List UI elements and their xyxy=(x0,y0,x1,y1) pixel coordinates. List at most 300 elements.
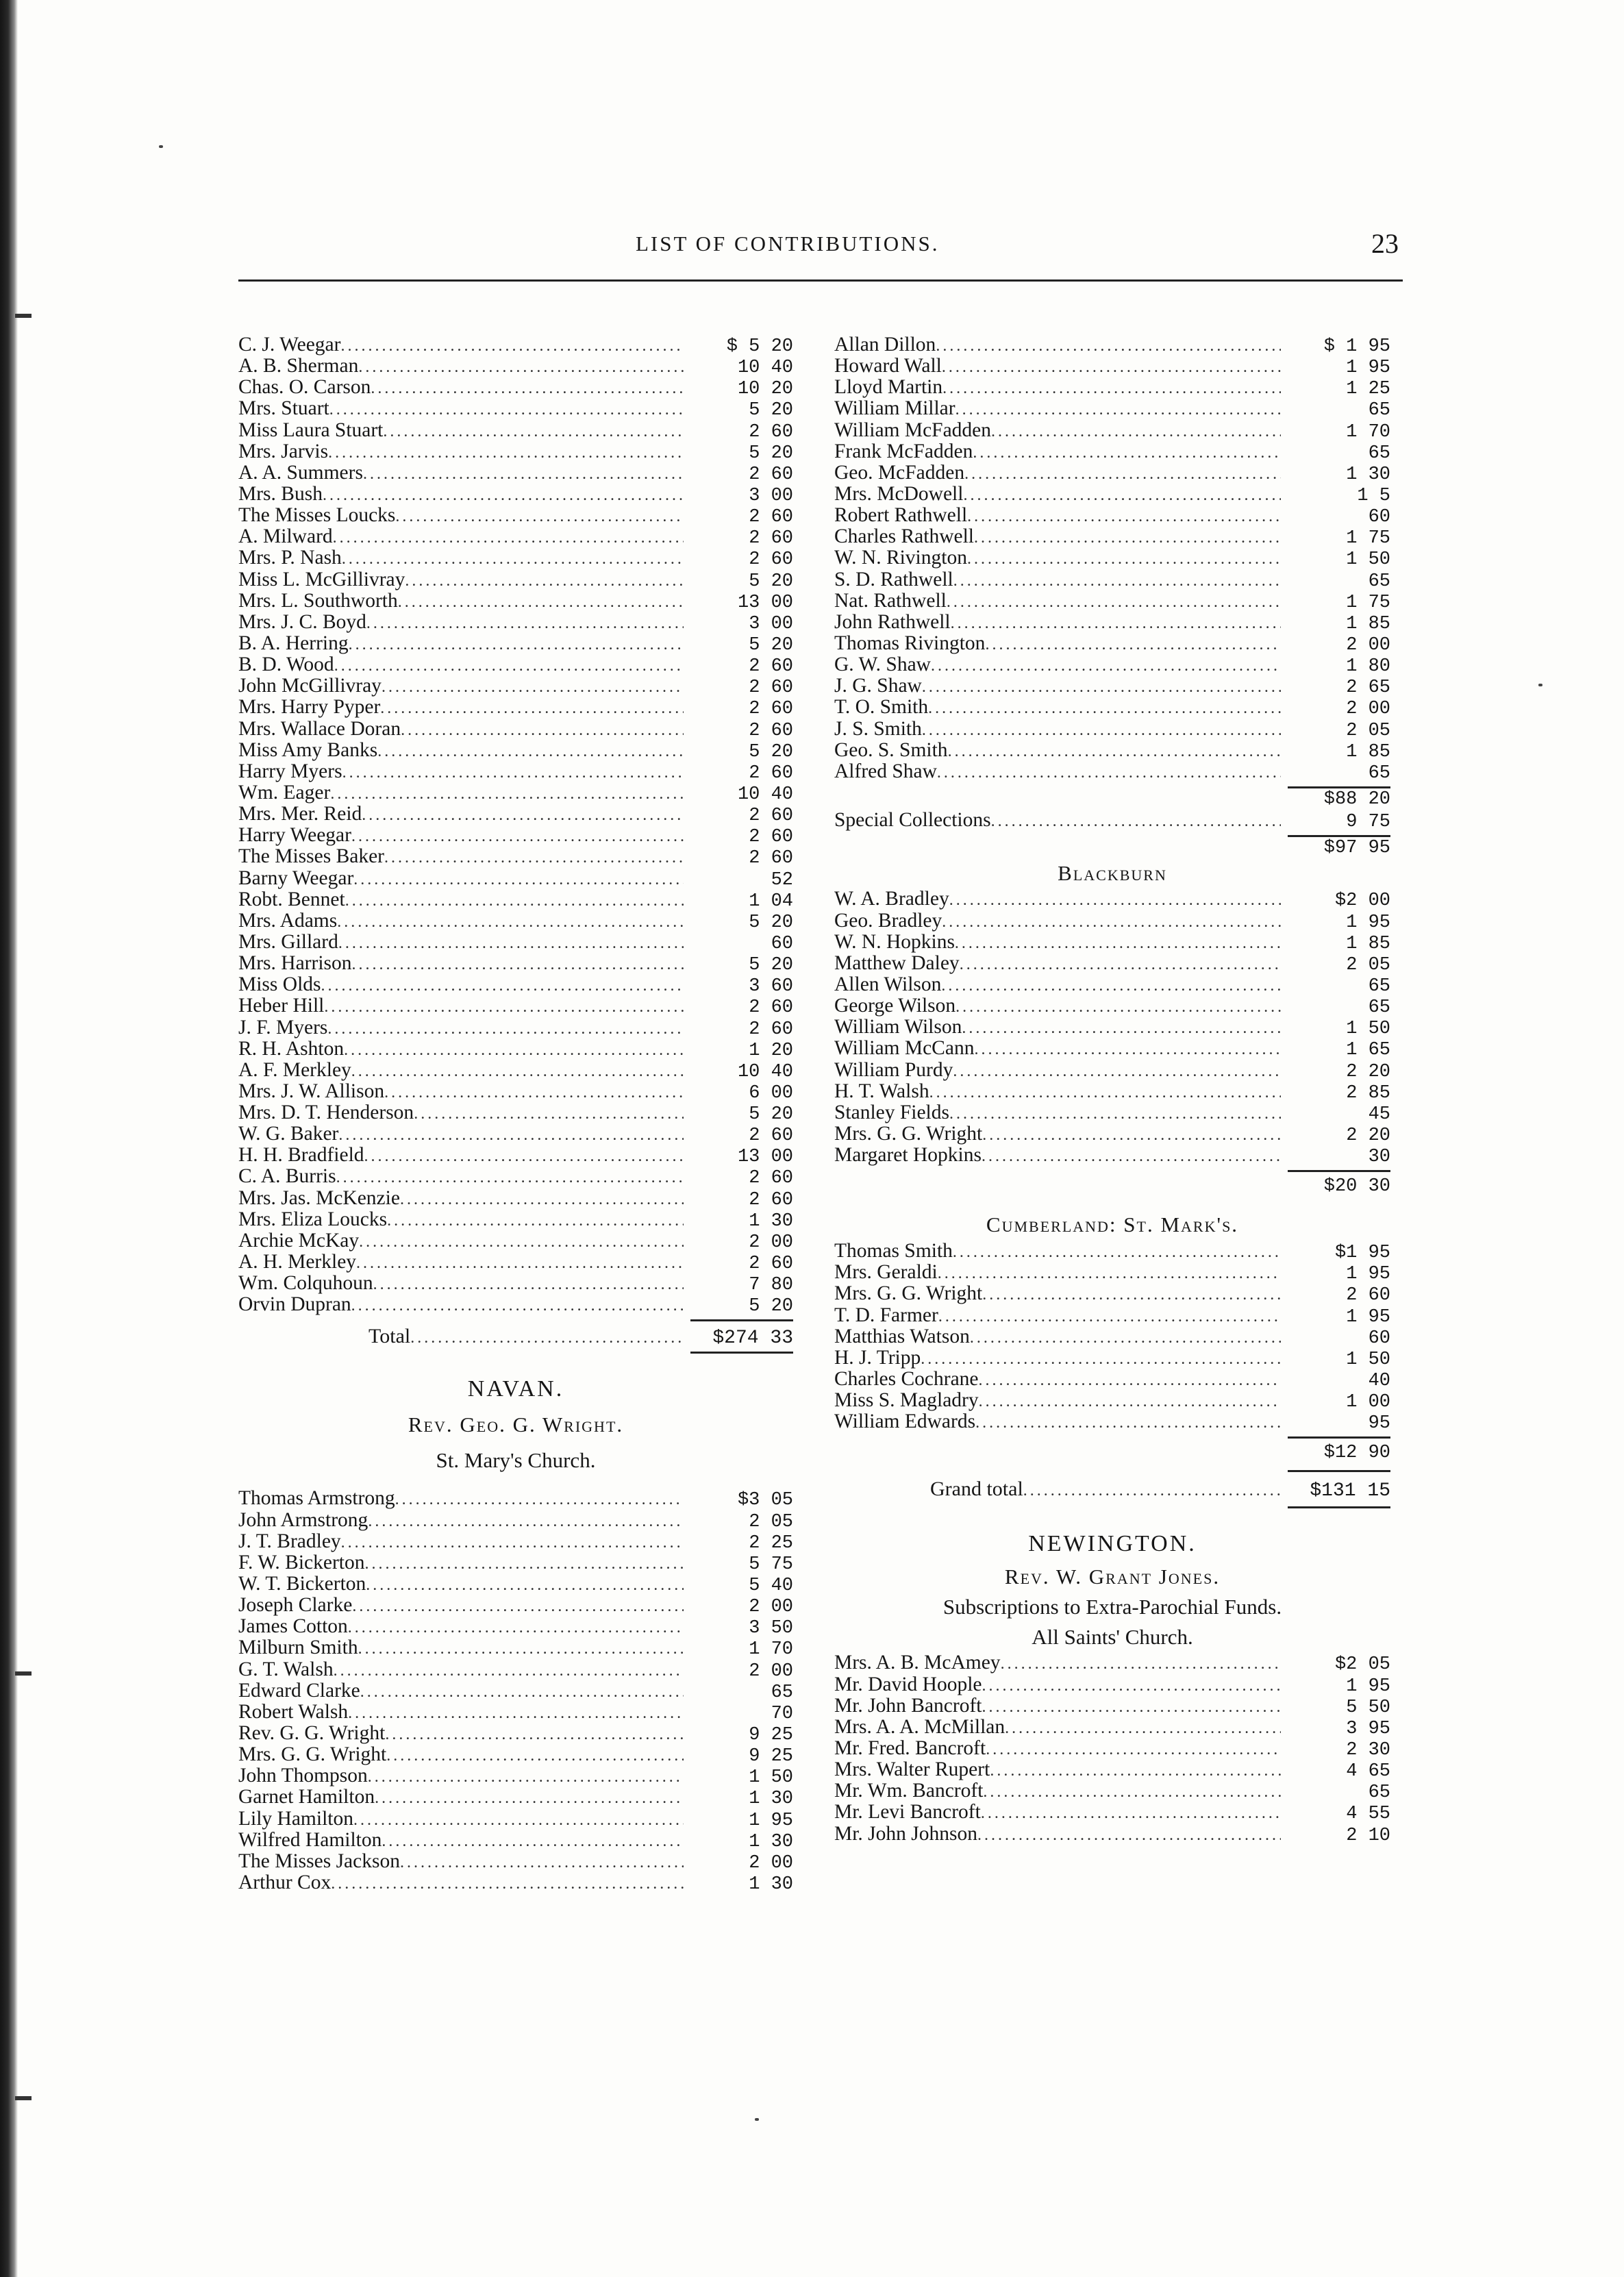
contributor-name: Margaret Hopkins xyxy=(834,1144,982,1167)
list-item xyxy=(834,1102,1390,1123)
contributor-name: Mrs. J. C. Boyd xyxy=(238,610,366,633)
list-item xyxy=(238,420,793,441)
list-item xyxy=(834,1241,1390,1262)
list-item xyxy=(834,1262,1390,1283)
list-item xyxy=(238,398,793,419)
contributor-name: Mrs. P. Nash xyxy=(238,547,342,569)
list-item xyxy=(834,719,1390,740)
list-item xyxy=(834,1717,1390,1738)
page-number: 23 xyxy=(1371,228,1399,259)
contribution-amount: 1 65 xyxy=(1346,1040,1390,1061)
contributor-name: J. F. Myers xyxy=(238,1016,328,1038)
grand-total-label: Grand total xyxy=(930,1478,1023,1501)
contributor-name: Garnet Hamilton xyxy=(238,1786,375,1808)
contribution-amount: $1 95 xyxy=(1334,1243,1390,1264)
leader-dots xyxy=(387,1210,684,1232)
contributor-name: Miss L. McGillivray xyxy=(238,568,405,590)
contribution-amount: 1 30 xyxy=(749,1831,793,1852)
leader-dots xyxy=(366,613,684,634)
contributor-name: Barny Weegar xyxy=(238,867,354,889)
list-item xyxy=(238,1872,793,1893)
list-item xyxy=(238,377,793,398)
leader-dots xyxy=(960,954,1281,975)
list-item xyxy=(238,526,793,547)
leader-dots xyxy=(328,443,684,464)
leader-dots xyxy=(982,1146,1281,1167)
contributor-name: Lloyd Martin xyxy=(834,376,943,399)
contribution-amount: 1 20 xyxy=(749,1040,793,1061)
grand-total-row xyxy=(834,1472,1390,1506)
list-item xyxy=(834,1738,1390,1759)
contributor-name: Mrs. D. T. Henderson xyxy=(238,1102,414,1124)
list-item xyxy=(238,505,793,526)
leader-dots xyxy=(338,1125,684,1146)
header-rule xyxy=(238,279,1403,282)
contribution-amount: $ 1 95 xyxy=(1323,336,1390,357)
leader-dots xyxy=(363,464,684,485)
list-item xyxy=(238,675,793,697)
list-item xyxy=(238,1573,793,1595)
contributor-name: Mrs. Adams xyxy=(238,909,338,932)
leader-dots xyxy=(349,634,684,656)
contributor-name: T. D. Farmer xyxy=(834,1304,938,1326)
contributor-name: Mrs. G. G. Wright xyxy=(834,1122,983,1145)
contributor-name: The Misses Jackson xyxy=(238,1850,400,1872)
list-item xyxy=(834,697,1390,718)
list-item xyxy=(834,612,1390,633)
list-item xyxy=(238,1680,793,1702)
contributor-name: Mrs. Walter Rupert xyxy=(834,1758,990,1781)
list-item xyxy=(238,1744,793,1765)
contribution-amount: 10 40 xyxy=(737,358,793,379)
leader-dots xyxy=(360,1682,684,1703)
contributor-name: Allen Wilson xyxy=(834,973,942,995)
list-item xyxy=(238,932,793,953)
scanned-page-edge xyxy=(0,0,18,2277)
contributor-name: Mrs. J. W. Allison xyxy=(238,1080,385,1102)
leader-dots xyxy=(382,1831,684,1852)
contribution-amount: 1 85 xyxy=(1346,933,1390,954)
list-item xyxy=(834,1369,1390,1390)
contribution-amount: 5 20 xyxy=(749,400,793,421)
leader-dots xyxy=(400,1852,684,1874)
list-item xyxy=(834,1695,1390,1717)
list-item xyxy=(834,1283,1390,1304)
contributor-name: William McFadden xyxy=(834,419,992,441)
leader-dots xyxy=(955,933,1281,954)
contributor-name: Mrs. Mer. Reid xyxy=(238,803,362,825)
leader-dots xyxy=(936,336,1281,357)
contribution-amount: 2 60 xyxy=(749,656,793,677)
leader-dots xyxy=(358,357,684,378)
list-item xyxy=(238,1787,793,1808)
list-item xyxy=(834,1326,1390,1347)
contribution-amount: 70 xyxy=(771,1703,793,1724)
list-item xyxy=(238,1188,793,1209)
subtotal-row xyxy=(834,837,1390,858)
contribution-amount: 5 50 xyxy=(1346,1697,1390,1718)
contributor-name: Orvin Dupran xyxy=(238,1293,351,1316)
contribution-amount: 2 60 xyxy=(749,421,793,443)
contributor-name: Mrs. G. G. Wright xyxy=(238,1743,387,1766)
contributor-name: Allan Dillon xyxy=(834,334,936,356)
subtotal-value: $97 95 xyxy=(1323,838,1390,859)
leader-dots xyxy=(342,762,684,784)
list-item xyxy=(238,825,793,846)
list-item xyxy=(238,1552,793,1573)
contributor-name: Wm. Colquhoun xyxy=(238,1272,373,1295)
contributor-name: Matthew Daley xyxy=(834,951,960,974)
leader-dots xyxy=(982,1284,1281,1306)
leader-dots xyxy=(377,741,684,762)
leader-dots xyxy=(351,826,684,847)
list-item xyxy=(238,1808,793,1830)
list-item xyxy=(238,547,793,569)
contribution-amount: 52 xyxy=(771,869,793,891)
section-heading-newington: NEWINGTON. xyxy=(1028,1531,1197,1557)
contributor-name: Mrs. Geraldi xyxy=(834,1261,938,1284)
list-item xyxy=(238,1252,793,1273)
leader-dots xyxy=(373,1274,684,1295)
contribution-list xyxy=(834,1241,1390,1432)
contributor-name: John McGillivray xyxy=(238,675,382,697)
list-item xyxy=(238,569,793,590)
page-header xyxy=(238,228,1403,259)
leader-dots xyxy=(942,378,1281,399)
list-item xyxy=(238,633,793,654)
leader-dots xyxy=(922,677,1281,698)
section-church: St. Mary's Church. xyxy=(436,1448,596,1473)
contribution-amount: 2 60 xyxy=(749,1125,793,1147)
contributor-name: Mrs. McDowell xyxy=(834,482,964,505)
list-item xyxy=(238,1851,793,1872)
leader-dots xyxy=(979,1370,1281,1391)
list-item xyxy=(238,612,793,633)
contributor-name: William Edwards xyxy=(834,1410,976,1433)
contributor-name: Robt. Bennet xyxy=(238,888,345,910)
list-item xyxy=(834,1411,1390,1432)
contribution-amount: 6 00 xyxy=(749,1082,793,1104)
contribution-amount: 2 20 xyxy=(1346,1061,1390,1082)
contribution-amount: 1 70 xyxy=(749,1639,793,1660)
contribution-amount: 60 xyxy=(1368,1328,1390,1349)
leader-dots xyxy=(1005,1718,1281,1739)
contribution-amount: 2 00 xyxy=(749,1660,793,1682)
leader-dots xyxy=(401,720,684,741)
leader-dots xyxy=(395,506,684,527)
contributor-name: Joseph Clarke xyxy=(238,1594,353,1617)
leader-dots xyxy=(385,1724,684,1745)
scan-speck xyxy=(755,2118,759,2121)
contribution-amount: 65 xyxy=(1368,997,1390,1019)
contribution-amount: 1 95 xyxy=(1346,912,1390,933)
contribution-amount: 2 20 xyxy=(1346,1125,1390,1146)
leader-dots xyxy=(366,1575,684,1596)
list-item xyxy=(834,953,1390,974)
list-item xyxy=(238,1081,793,1102)
contribution-amount: 3 95 xyxy=(1346,1718,1390,1739)
contribution-amount: 1 80 xyxy=(1346,656,1390,677)
list-item xyxy=(238,1209,793,1230)
leader-dots xyxy=(405,571,684,592)
leader-dots xyxy=(364,1554,684,1575)
contributor-name: George Wilson xyxy=(834,995,956,1017)
leader-dots xyxy=(356,1253,684,1274)
contributor-name: Chas. O. Carson xyxy=(238,376,371,399)
list-item xyxy=(238,484,793,505)
contributor-name: Mrs. Harrison xyxy=(238,952,352,975)
list-item xyxy=(238,889,793,910)
contribution-amount: 2 10 xyxy=(1346,1825,1390,1846)
contribution-amount: 2 65 xyxy=(1346,677,1390,699)
list-item xyxy=(238,1123,793,1145)
contribution-amount: 1 50 xyxy=(1346,1019,1390,1040)
list-item xyxy=(238,740,793,761)
contributor-name: Geo. Bradley xyxy=(834,909,942,932)
contribution-amount: 5 20 xyxy=(749,443,793,464)
leader-dots xyxy=(337,912,684,933)
list-item xyxy=(834,526,1390,547)
contribution-amount: 2 60 xyxy=(749,1019,793,1040)
contribution-amount: 65 xyxy=(771,1682,793,1703)
contributor-name: William McCann xyxy=(834,1037,975,1060)
leader-dots xyxy=(353,1810,684,1831)
list-item xyxy=(238,846,793,867)
leader-dots xyxy=(331,1874,684,1895)
contribution-amount: 7 80 xyxy=(749,1275,793,1296)
list-item xyxy=(834,1123,1390,1145)
contributor-name: S. D. Rathwell xyxy=(834,568,953,590)
contributor-name: A. F. Merkley xyxy=(238,1058,351,1081)
contribution-amount: 40 xyxy=(1368,1371,1390,1392)
subtotal-row xyxy=(834,1172,1390,1199)
contributor-name: B. A. Herring xyxy=(238,632,349,654)
list-item xyxy=(238,697,793,718)
contribution-amount: 9 25 xyxy=(749,1725,793,1746)
contribution-amount: 1 95 xyxy=(749,1810,793,1831)
contributor-name: The Misses Loucks xyxy=(238,504,396,527)
list-item xyxy=(834,974,1390,995)
list-item xyxy=(238,910,793,932)
special-collections-label: Special Collections xyxy=(834,809,991,832)
leader-dots xyxy=(383,421,684,443)
list-item xyxy=(834,420,1390,441)
list-item xyxy=(834,675,1390,697)
leader-dots xyxy=(922,720,1281,741)
list-item xyxy=(834,334,1390,356)
contributor-name: Mr. John Bancroft xyxy=(834,1694,982,1717)
contributor-name: William Wilson xyxy=(834,1016,962,1038)
list-item xyxy=(834,1759,1390,1780)
leader-dots xyxy=(368,1767,684,1788)
contributor-name: Wilfred Hamilton xyxy=(238,1828,382,1851)
list-item xyxy=(238,761,793,782)
contributor-name: Archie McKay xyxy=(238,1229,360,1252)
contribution-amount: 2 60 xyxy=(749,1189,793,1210)
contributor-name: A. B. Sherman xyxy=(238,355,359,377)
leader-dots xyxy=(327,1019,684,1040)
contribution-amount: 65 xyxy=(1368,443,1390,464)
contribution-amount: 2 00 xyxy=(1346,699,1390,720)
contribution-amount: 10 20 xyxy=(737,379,793,400)
edge-mark xyxy=(15,1671,32,1676)
contributor-name: J. T. Bradley xyxy=(238,1530,341,1552)
contributor-name: Miss Amy Banks xyxy=(238,738,378,761)
leader-dots xyxy=(929,1082,1281,1104)
list-item xyxy=(238,1038,793,1060)
leader-dots xyxy=(344,1040,684,1061)
contributor-name: W. A. Bradley xyxy=(834,888,949,910)
leader-dots xyxy=(334,1660,684,1682)
contributor-name: Charles Cochrane xyxy=(834,1368,979,1391)
contribution-amount: 1 95 xyxy=(1346,358,1390,379)
list-item xyxy=(834,1674,1390,1695)
leader-dots xyxy=(953,571,1281,592)
contributor-name: Mr. John Johnson xyxy=(834,1822,977,1845)
list-item xyxy=(238,804,793,825)
leader-dots xyxy=(340,336,684,357)
leader-dots xyxy=(348,1617,684,1639)
leader-dots xyxy=(938,1263,1281,1284)
list-item xyxy=(238,1230,793,1252)
contribution-amount: 5 20 xyxy=(749,741,793,762)
contributor-name: Mrs. Bush xyxy=(238,482,323,505)
contributor-name: Alfred Shaw xyxy=(834,760,937,782)
list-item xyxy=(238,1702,793,1723)
section-subtitle: Subscriptions to Extra-Parochial Funds. xyxy=(942,1595,1282,1619)
special-collections-row xyxy=(834,810,1390,831)
leader-dots xyxy=(333,527,684,549)
subtotal-value: $12 90 xyxy=(1323,1443,1390,1464)
leader-dots xyxy=(955,399,1281,421)
list-item xyxy=(238,1637,793,1658)
contribution-amount: 95 xyxy=(1368,1413,1390,1434)
contribution-amount: 2 60 xyxy=(749,848,793,869)
leader-dots xyxy=(352,954,684,975)
contribution-amount: 60 xyxy=(1368,507,1390,528)
leader-dots xyxy=(963,485,1281,506)
leader-dots xyxy=(991,421,1281,443)
list-item xyxy=(238,1166,793,1187)
contributor-name: Mrs. Wallace Doran xyxy=(238,717,401,740)
list-item xyxy=(834,1802,1390,1823)
list-item xyxy=(238,1595,793,1616)
leader-dots xyxy=(324,997,684,1018)
contributor-name: Frank McFadden xyxy=(834,440,973,462)
leader-dots xyxy=(321,975,684,997)
list-item xyxy=(238,654,793,675)
contribution-amount: 13 00 xyxy=(737,1147,793,1168)
list-item xyxy=(834,1060,1390,1081)
contribution-amount: 1 50 xyxy=(749,1767,793,1789)
contribution-amount: 65 xyxy=(1368,1782,1390,1804)
leader-dots xyxy=(398,592,684,613)
contributor-name: Mrs. Stuart xyxy=(238,397,329,420)
leader-dots xyxy=(970,1328,1281,1349)
leader-dots xyxy=(375,1788,684,1809)
contribution-amount: $2 00 xyxy=(1334,891,1390,912)
contribution-amount: 1 30 xyxy=(1346,464,1390,485)
leader-dots xyxy=(414,1104,684,1125)
leader-dots xyxy=(1001,1654,1281,1675)
contributor-name: W. N. Rivington xyxy=(834,547,967,569)
leader-dots xyxy=(351,1061,684,1082)
list-item xyxy=(834,590,1390,612)
contribution-amount: 2 60 xyxy=(1346,1285,1390,1306)
contributor-name: Thomas Armstrong xyxy=(238,1487,395,1510)
contribution-list xyxy=(834,888,1390,1166)
list-item xyxy=(238,1830,793,1851)
left-column xyxy=(238,334,793,1893)
list-item xyxy=(238,441,793,462)
list-item xyxy=(238,1531,793,1552)
total-value: $274 33 xyxy=(712,1328,793,1349)
contributor-name: Thomas Smith xyxy=(834,1240,953,1262)
leader-dots xyxy=(948,741,1281,762)
edge-mark xyxy=(15,314,32,318)
contribution-amount: 1 30 xyxy=(749,1874,793,1895)
contribution-amount: 1 50 xyxy=(1346,549,1390,571)
contributor-name: T. O. Smith xyxy=(834,696,929,719)
leader-dots xyxy=(942,912,1281,933)
contributor-name: Miss Olds xyxy=(238,973,321,996)
list-item xyxy=(834,398,1390,419)
contribution-amount: 5 20 xyxy=(749,955,793,976)
section-rector: Rev. W. Grant Jones. xyxy=(1004,1565,1221,1589)
leader-dots xyxy=(928,698,1281,719)
leader-dots xyxy=(955,997,1281,1018)
contribution-amount: 2 60 xyxy=(749,806,793,827)
leader-dots xyxy=(953,1061,1281,1082)
contribution-amount: 65 xyxy=(1368,400,1390,421)
contributor-name: Nat. Rathwell xyxy=(834,589,947,612)
contributor-name: Mrs. L. Southworth xyxy=(238,589,398,612)
contributor-name: Mrs. Jas. McKenzie xyxy=(238,1186,400,1209)
contributor-name: Stanley Fields xyxy=(834,1101,949,1123)
scan-speck xyxy=(1538,684,1542,686)
leader-dots xyxy=(348,1703,684,1724)
total-label: Total xyxy=(368,1325,411,1348)
leader-dots xyxy=(364,1146,684,1167)
contribution-amount: 2 25 xyxy=(749,1532,793,1554)
list-item xyxy=(834,441,1390,462)
list-item xyxy=(238,334,793,356)
leader-dots xyxy=(981,1803,1281,1824)
list-item xyxy=(238,868,793,889)
list-item xyxy=(238,974,793,995)
contribution-amount: 5 20 xyxy=(749,571,793,592)
list-item xyxy=(834,1347,1390,1369)
leader-dots xyxy=(964,464,1281,485)
contribution-amount: 13 00 xyxy=(737,592,793,613)
leader-dots xyxy=(921,1349,1281,1370)
leader-dots xyxy=(951,613,1281,634)
contributor-name: Howard Wall xyxy=(834,355,942,377)
contribution-amount: 1 30 xyxy=(749,1789,793,1810)
list-item xyxy=(834,505,1390,526)
list-item xyxy=(238,953,793,974)
contribution-amount: $ 5 20 xyxy=(726,336,793,357)
contributor-name: Harry Myers xyxy=(238,760,342,782)
list-item xyxy=(238,590,793,612)
leader-dots xyxy=(329,399,684,421)
contributor-name: W. N. Hopkins xyxy=(834,930,955,953)
list-item xyxy=(834,888,1390,910)
contributor-name: Geo. S. Smith xyxy=(834,738,948,761)
contribution-amount: 5 75 xyxy=(749,1554,793,1575)
contribution-amount: 2 60 xyxy=(749,464,793,485)
leader-dots xyxy=(977,1825,1281,1846)
